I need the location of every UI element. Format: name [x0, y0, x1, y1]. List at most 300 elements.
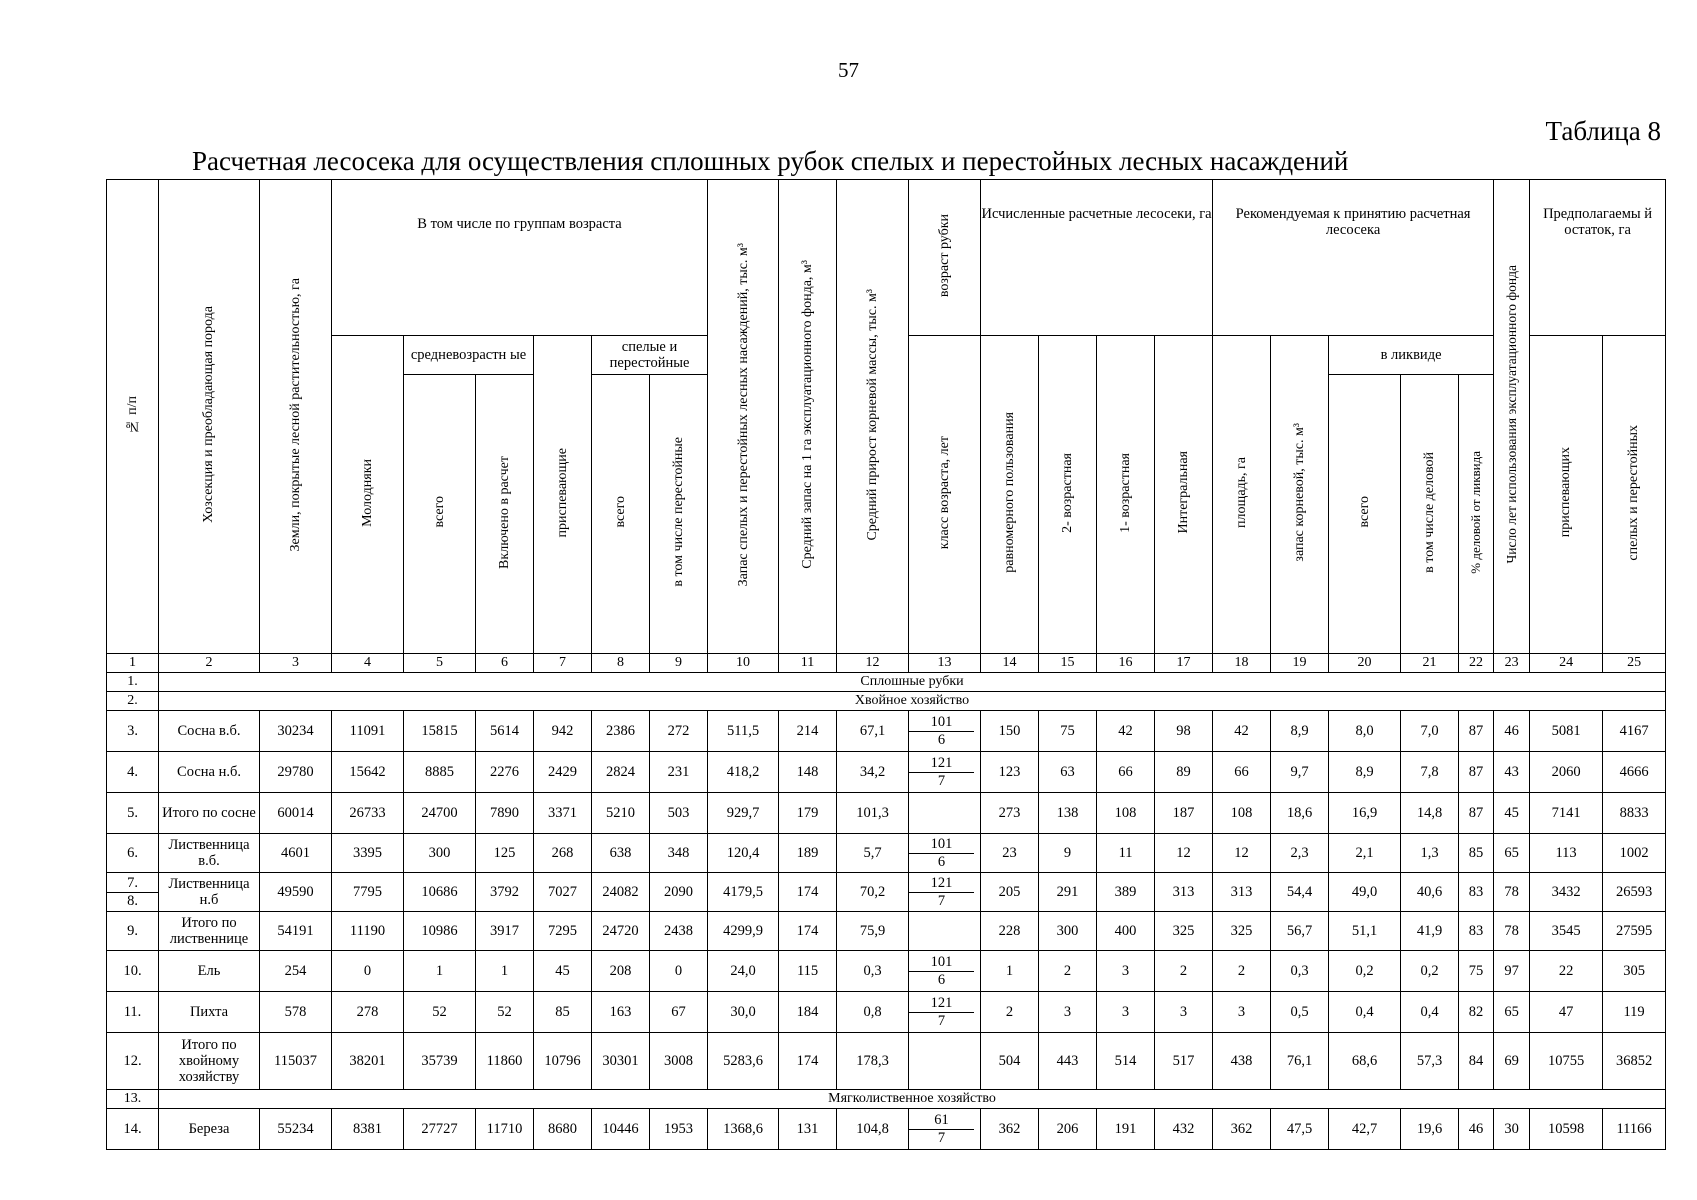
cell: 75 [1039, 711, 1097, 752]
cell: 76,1 [1271, 1033, 1329, 1090]
row-num [107, 873, 159, 912]
cell: 511,5 [708, 711, 779, 752]
row-num: 11. [107, 992, 159, 1033]
cut-age-value: 61 [909, 1112, 974, 1130]
cell: 27727 [404, 1109, 476, 1150]
table-row [107, 992, 1666, 1033]
cell: 60014 [260, 793, 332, 834]
cell: 300 [404, 834, 476, 873]
col-number: 9 [650, 654, 708, 673]
cell: 8381 [332, 1109, 404, 1150]
cell: 43 [1494, 752, 1530, 793]
column-numbers-row [107, 654, 1666, 673]
header-overripe: в том числе перестойные [650, 375, 708, 654]
cell: 40,6 [1401, 873, 1459, 912]
cell: 578 [260, 992, 332, 1033]
age-fraction-cell [909, 992, 981, 1033]
cell: 3545 [1530, 912, 1603, 951]
header-section-species: Хозсекция и преобладающая порода [159, 180, 260, 654]
cell: 5210 [592, 793, 650, 834]
cell: 47,5 [1271, 1109, 1329, 1150]
cell: 41,9 [1401, 912, 1459, 951]
cell: 9 [1039, 834, 1097, 873]
col-number: 6 [476, 654, 534, 673]
row-num: 6. [107, 834, 159, 873]
cell: 8885 [404, 752, 476, 793]
row-num-top: 7. [107, 875, 158, 893]
cell: 2090 [650, 873, 708, 912]
header-years-of-use: Число лет использования эксплуатационного фонда [1494, 180, 1530, 654]
cell: 4179,5 [708, 873, 779, 912]
cell: 438 [1213, 1033, 1271, 1090]
cell: 27595 [1603, 912, 1666, 951]
cell: 178,3 [837, 1033, 909, 1090]
cell: 2386 [592, 711, 650, 752]
col-number: 11 [779, 654, 837, 673]
cell: 42 [1097, 711, 1155, 752]
col-number: 5 [404, 654, 476, 673]
header-young: Молодняки [332, 336, 404, 654]
col-number: 8 [592, 654, 650, 673]
cell-empty [909, 793, 981, 834]
age-fraction-cell [909, 711, 981, 752]
header-maturing: приспевающие [534, 336, 592, 654]
table-row [107, 711, 1666, 752]
cell: 46 [1494, 711, 1530, 752]
cell: 8,9 [1329, 752, 1401, 793]
cell: 942 [534, 711, 592, 752]
cell: 138 [1039, 793, 1097, 834]
cell: 191 [1097, 1109, 1155, 1150]
cell: 2 [1039, 951, 1097, 992]
cell: 389 [1097, 873, 1155, 912]
cell: 268 [534, 834, 592, 873]
cell: 10796 [534, 1033, 592, 1090]
header-integral: Интегральная [1155, 336, 1213, 654]
cell: 49590 [260, 873, 332, 912]
cell: 443 [1039, 1033, 1097, 1090]
cell: 1,3 [1401, 834, 1459, 873]
cell: 11860 [476, 1033, 534, 1090]
cell: 7890 [476, 793, 534, 834]
cell: 8,9 [1271, 711, 1329, 752]
age-class-value: 6 [937, 971, 946, 988]
row-species: Сосна в.б. [159, 711, 260, 752]
cell: 22 [1530, 951, 1603, 992]
cell: 929,7 [708, 793, 779, 834]
cell: 30301 [592, 1033, 650, 1090]
cell: 291 [1039, 873, 1097, 912]
cell: 3917 [476, 912, 534, 951]
table-row [107, 793, 1666, 834]
cell: 19,6 [1401, 1109, 1459, 1150]
cell: 10755 [1530, 1033, 1603, 1090]
cell: 12 [1155, 834, 1213, 873]
cell: 0,5 [1271, 992, 1329, 1033]
cell: 49,0 [1329, 873, 1401, 912]
cell: 2429 [534, 752, 592, 793]
age-fraction-cell [909, 834, 981, 873]
cell: 89 [1155, 752, 1213, 793]
cell: 23 [981, 834, 1039, 873]
cut-age-value: 121 [909, 755, 974, 773]
cell: 38201 [332, 1033, 404, 1090]
cell: 113 [1530, 834, 1603, 873]
forest-cutting-table [106, 179, 1666, 1150]
cell: 97 [1494, 951, 1530, 992]
cell: 10598 [1530, 1109, 1603, 1150]
cell: 174 [779, 873, 837, 912]
cell: 3371 [534, 793, 592, 834]
cell: 52 [404, 992, 476, 1033]
cell: 325 [1213, 912, 1271, 951]
cell: 3 [1039, 992, 1097, 1033]
row-num: 5. [107, 793, 159, 834]
cell: 11 [1097, 834, 1155, 873]
col-number: 3 [260, 654, 332, 673]
cell: 15815 [404, 711, 476, 752]
header-age-groups: В том числе по группам возраста [332, 180, 708, 336]
cell: 16,9 [1329, 793, 1401, 834]
cell: 45 [1494, 793, 1530, 834]
cell: 254 [260, 951, 332, 992]
cell: 7,8 [1401, 752, 1459, 793]
cell: 67,1 [837, 711, 909, 752]
header-forest-land: Земли, покрытые лесной растительностью, га [260, 180, 332, 654]
row-num: 3. [107, 711, 159, 752]
cell: 56,7 [1271, 912, 1329, 951]
age-class-value: 6 [937, 853, 946, 870]
cell: 75,9 [837, 912, 909, 951]
cell: 3008 [650, 1033, 708, 1090]
col-number: 12 [837, 654, 909, 673]
cell: 78 [1494, 873, 1530, 912]
cell: 30 [1494, 1109, 1530, 1150]
cell: 123 [981, 752, 1039, 793]
header-cut-age: возраст рубки [909, 180, 981, 336]
age-class-value: 7 [937, 772, 946, 789]
cell: 4167 [1603, 711, 1666, 752]
cell: 2276 [476, 752, 534, 793]
cell: 82 [1459, 992, 1494, 1033]
header-num: № п/п [107, 180, 159, 654]
cell: 174 [779, 1033, 837, 1090]
cell: 104,8 [837, 1109, 909, 1150]
row-num: 4. [107, 752, 159, 793]
table-row [107, 1033, 1666, 1090]
cell: 228 [981, 912, 1039, 951]
cell: 3395 [332, 834, 404, 873]
col-number: 10 [708, 654, 779, 673]
header-liquid-total: всего [1329, 375, 1401, 654]
header-ripe-overripe: спелые и перестойные [592, 336, 708, 375]
cell: 131 [779, 1109, 837, 1150]
cell: 362 [1213, 1109, 1271, 1150]
cell: 11091 [332, 711, 404, 752]
cell: 313 [1155, 873, 1213, 912]
cell: 179 [779, 793, 837, 834]
header-area: площадь, га [1213, 336, 1271, 654]
cut-age-value: 121 [909, 995, 974, 1013]
cell: 66 [1213, 752, 1271, 793]
cell: 2438 [650, 912, 708, 951]
cell: 150 [981, 711, 1039, 752]
cell: 0,4 [1401, 992, 1459, 1033]
cell: 46 [1459, 1109, 1494, 1150]
cell: 3432 [1530, 873, 1603, 912]
header-liquid: в ликвиде [1329, 336, 1494, 375]
section-row [107, 673, 1666, 692]
cell: 325 [1155, 912, 1213, 951]
header-avg-stock: Средний запас на 1 га эксплуатационного фонда, м³ [779, 180, 837, 654]
cell: 11710 [476, 1109, 534, 1150]
cell: 68,6 [1329, 1033, 1401, 1090]
cell: 78 [1494, 912, 1530, 951]
cell: 3792 [476, 873, 534, 912]
cell: 638 [592, 834, 650, 873]
table-caption: Таблица 8 [1545, 116, 1661, 146]
cell: 63 [1039, 752, 1097, 793]
cell: 0,3 [837, 951, 909, 992]
cell: 273 [981, 793, 1039, 834]
col-number: 24 [1530, 654, 1603, 673]
cell: 65 [1494, 992, 1530, 1033]
col-number: 2 [159, 654, 260, 673]
cell: 7,0 [1401, 711, 1459, 752]
age-fraction-cell [909, 752, 981, 793]
cell: 67 [650, 992, 708, 1033]
col-number: 19 [1271, 654, 1329, 673]
cell: 18,6 [1271, 793, 1329, 834]
header-one-age: 1- возрастная [1097, 336, 1155, 654]
table-row [107, 873, 1666, 912]
cell: 0,3 [1271, 951, 1329, 992]
cell: 163 [592, 992, 650, 1033]
section-row [107, 692, 1666, 711]
cut-age-value: 121 [909, 875, 974, 893]
header-middle-aged: средневозрастн ые [404, 336, 534, 375]
cell: 174 [779, 912, 837, 951]
cell: 12 [1213, 834, 1271, 873]
cell: 7027 [534, 873, 592, 912]
col-number: 25 [1603, 654, 1666, 673]
cell: 24082 [592, 873, 650, 912]
header-rest-ripe: спелых и перестойных [1603, 336, 1666, 654]
cell: 2,3 [1271, 834, 1329, 873]
row-species: Итого по сосне [159, 793, 260, 834]
header-uniform-use: равномерного пользования [981, 336, 1039, 654]
col-number: 7 [534, 654, 592, 673]
cell: 57,3 [1401, 1033, 1459, 1090]
cell: 66 [1097, 752, 1155, 793]
cell: 0,8 [837, 992, 909, 1033]
col-number: 14 [981, 654, 1039, 673]
cell: 83 [1459, 912, 1494, 951]
header-recommended-cutting: Рекомендуемая к принятию расчетная лесосека [1213, 180, 1494, 336]
cell: 2 [981, 992, 1039, 1033]
header-ripe-total: всего [592, 375, 650, 654]
cell-empty [909, 912, 981, 951]
cell: 517 [1155, 1033, 1213, 1090]
row-species: Пихта [159, 992, 260, 1033]
cell: 1368,6 [708, 1109, 779, 1150]
cell: 120,4 [708, 834, 779, 873]
cell: 87 [1459, 793, 1494, 834]
table-row [107, 951, 1666, 992]
col-number: 15 [1039, 654, 1097, 673]
row-species: Итого по хвойному хозяйству [159, 1033, 260, 1090]
cell: 9,7 [1271, 752, 1329, 793]
section-label: Сплошные рубки [159, 673, 1666, 692]
cell: 87 [1459, 752, 1494, 793]
cell: 432 [1155, 1109, 1213, 1150]
table-row [107, 1109, 1666, 1150]
cell: 5283,6 [708, 1033, 779, 1090]
cut-age-value: 101 [909, 836, 974, 854]
col-number: 17 [1155, 654, 1213, 673]
cell: 3 [1097, 992, 1155, 1033]
col-number: 4 [332, 654, 404, 673]
row-num: 12. [107, 1033, 159, 1090]
cell: 0,4 [1329, 992, 1401, 1033]
cell: 5081 [1530, 711, 1603, 752]
cell: 4299,9 [708, 912, 779, 951]
cell: 36852 [1603, 1033, 1666, 1090]
cell: 54,4 [1271, 873, 1329, 912]
cell: 45 [534, 951, 592, 992]
cell: 55234 [260, 1109, 332, 1150]
cell: 51,1 [1329, 912, 1401, 951]
cell: 2 [1155, 951, 1213, 992]
cell: 4666 [1603, 752, 1666, 793]
row-species: Лиственница н.б [159, 873, 260, 912]
cell: 3 [1155, 992, 1213, 1033]
cell: 14,8 [1401, 793, 1459, 834]
cell: 108 [1213, 793, 1271, 834]
header-age-class: класс возраста, лет [909, 336, 981, 654]
cell: 24720 [592, 912, 650, 951]
cell: 7295 [534, 912, 592, 951]
age-class-value: 7 [937, 892, 946, 909]
cell: 418,2 [708, 752, 779, 793]
header-liquid-business: в том числе деловой [1401, 375, 1459, 654]
cell: 115 [779, 951, 837, 992]
cell: 205 [981, 873, 1039, 912]
row-species: Сосна н.б. [159, 752, 260, 793]
age-class-value: 6 [937, 731, 946, 748]
section-label: Хвойное хозяйство [159, 692, 1666, 711]
table-row [107, 752, 1666, 793]
cell: 503 [650, 793, 708, 834]
cell: 8,0 [1329, 711, 1401, 752]
row-species: Лиственница в.б. [159, 834, 260, 873]
age-class-value: 7 [937, 1012, 946, 1029]
col-number: 22 [1459, 654, 1494, 673]
cell: 75 [1459, 951, 1494, 992]
cell: 70,2 [837, 873, 909, 912]
cell: 26733 [332, 793, 404, 834]
section-num: 2. [107, 692, 159, 711]
cell: 2824 [592, 752, 650, 793]
cell: 85 [534, 992, 592, 1033]
header-rest-maturing: приспевающих [1530, 336, 1603, 654]
table-row [107, 834, 1666, 873]
cut-age-value: 101 [909, 954, 974, 972]
cell: 47 [1530, 992, 1603, 1033]
row-num: 10. [107, 951, 159, 992]
cell: 184 [779, 992, 837, 1033]
section-num: 1. [107, 673, 159, 692]
col-number: 20 [1329, 654, 1401, 673]
cell: 187 [1155, 793, 1213, 834]
cut-age-value: 101 [909, 714, 974, 732]
cell: 15642 [332, 752, 404, 793]
cell: 214 [779, 711, 837, 752]
header-root-stock: запас корневой, тыс. м³ [1271, 336, 1329, 654]
cell: 34,2 [837, 752, 909, 793]
cell: 10686 [404, 873, 476, 912]
cell: 231 [650, 752, 708, 793]
cell: 10986 [404, 912, 476, 951]
cell: 24700 [404, 793, 476, 834]
cell: 1 [404, 951, 476, 992]
cell: 54191 [260, 912, 332, 951]
cell: 1 [476, 951, 534, 992]
header-business-pct: % деловой от ликвида [1459, 375, 1494, 654]
header-avg-growth: Средний прирост корневой массы, тыс. м³ [837, 180, 909, 654]
section-label: Мягколиственное хозяйство [159, 1090, 1666, 1109]
cell: 313 [1213, 873, 1271, 912]
cell: 362 [981, 1109, 1039, 1150]
cell: 98 [1155, 711, 1213, 752]
cell: 3 [1213, 992, 1271, 1033]
cell: 2060 [1530, 752, 1603, 793]
cell: 1002 [1603, 834, 1666, 873]
page-number: 57 [838, 58, 859, 82]
row-num: 14. [107, 1109, 159, 1150]
header-expected-remainder: Предполагаемы й остаток, га [1530, 180, 1666, 336]
cell: 7795 [332, 873, 404, 912]
age-fraction-cell [909, 1109, 981, 1150]
cell: 42,7 [1329, 1109, 1401, 1150]
section-row [107, 1090, 1666, 1109]
cell: 11166 [1603, 1109, 1666, 1150]
cell: 30,0 [708, 992, 779, 1033]
cell: 115037 [260, 1033, 332, 1090]
col-number: 18 [1213, 654, 1271, 673]
cell: 8680 [534, 1109, 592, 1150]
cell: 348 [650, 834, 708, 873]
cell: 504 [981, 1033, 1039, 1090]
row-species: Береза [159, 1109, 260, 1150]
cell: 69 [1494, 1033, 1530, 1090]
cell: 305 [1603, 951, 1666, 992]
age-fraction-cell [909, 873, 981, 912]
header-ripe-stock: Запас спелых и перестойных лесных насаждений, тыс. м³ [708, 180, 779, 654]
cell: 30234 [260, 711, 332, 752]
cell: 5614 [476, 711, 534, 752]
cell: 4601 [260, 834, 332, 873]
cell: 42 [1213, 711, 1271, 752]
cell: 0 [650, 951, 708, 992]
cell: 2 [1213, 951, 1271, 992]
cell-empty [909, 1033, 981, 1090]
cell: 125 [476, 834, 534, 873]
cell: 300 [1039, 912, 1097, 951]
cell: 3 [1097, 951, 1155, 992]
row-num-bottom: 8. [127, 892, 138, 909]
cell: 208 [592, 951, 650, 992]
